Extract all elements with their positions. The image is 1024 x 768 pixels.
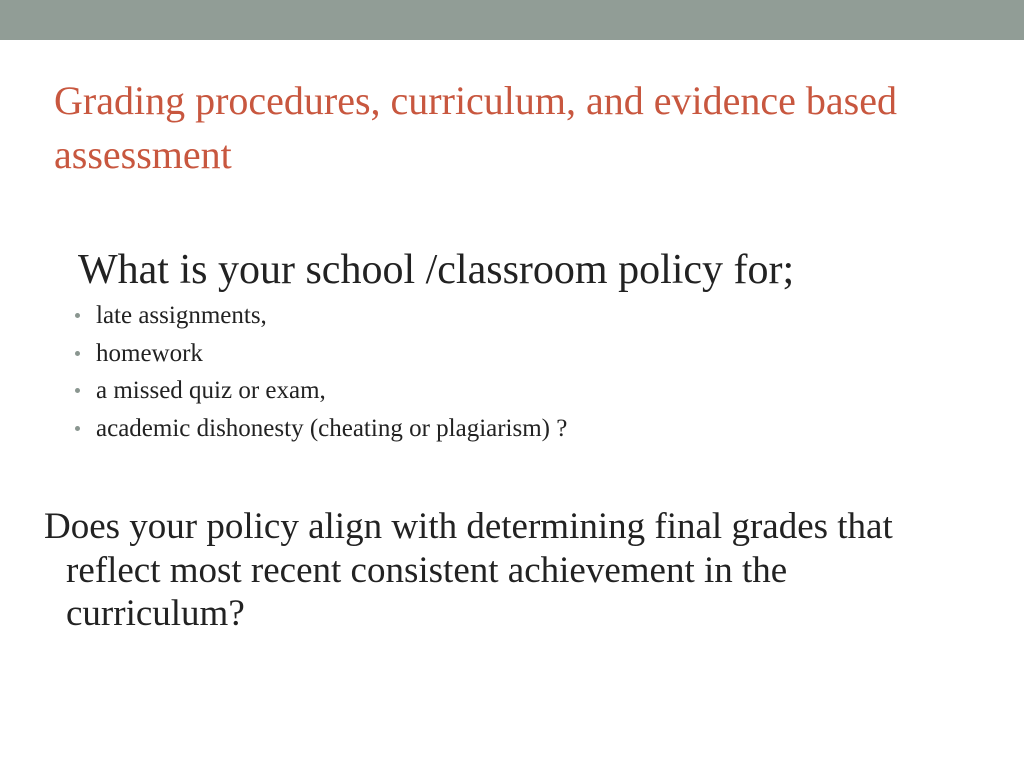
policy-list [70,297,567,447]
bullet-icon [75,351,80,356]
slide-title: Grading procedures, curriculum, and evidence based assessment [54,78,897,177]
policy-item-missed-quiz [70,372,567,410]
policy-item-label: academic dishonesty (cheating or plagiarism) ? [96,414,568,442]
top-color-band [0,0,1024,40]
policy-question-heading: What is your school /classroom policy for; [78,247,795,293]
policy-item-academic-dishonesty [70,410,567,448]
policy-item-label: late assignments, [96,302,267,329]
bullet-icon [75,388,80,393]
policy-item-late-assignments [70,297,567,335]
policy-item-label: a missed quiz or exam, [96,377,326,404]
policy-item-label: homework [96,339,203,367]
bullet-icon [75,313,80,318]
bullet-icon [75,426,80,431]
policy-item-homework [70,335,567,373]
closing-question: Does your policy align with determining final grades that reflect most recent consistent achievement in the curriculum? [44,506,893,634]
